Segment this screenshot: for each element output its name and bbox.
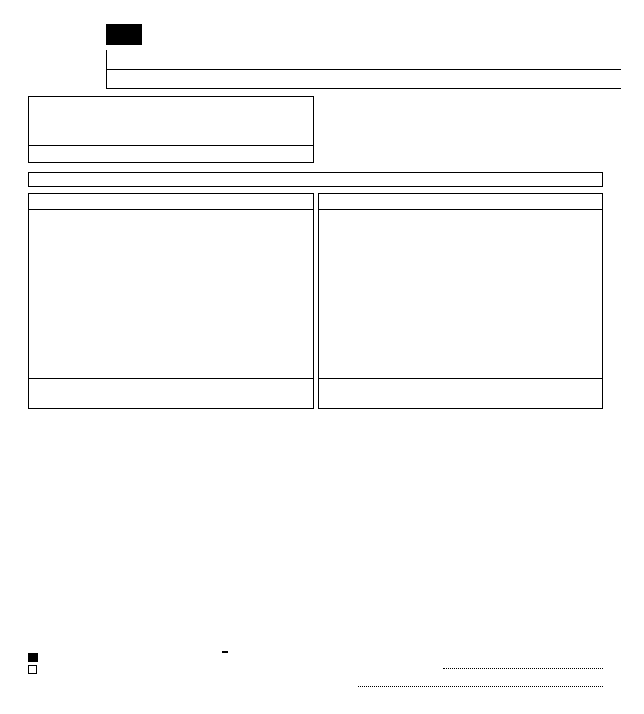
signature-line: [358, 686, 603, 687]
jury-line: [443, 668, 603, 669]
tha-panel: [28, 193, 314, 409]
championship-logo: [28, 44, 90, 74]
substitute-swatch: [28, 665, 37, 674]
document-code: [106, 24, 142, 45]
referees-bar: [28, 172, 603, 187]
chn-panel: [318, 193, 603, 409]
match-info-panel: [28, 96, 314, 163]
legend-captain-box: [222, 651, 228, 653]
starting-lineup-swatch: [28, 653, 38, 662]
